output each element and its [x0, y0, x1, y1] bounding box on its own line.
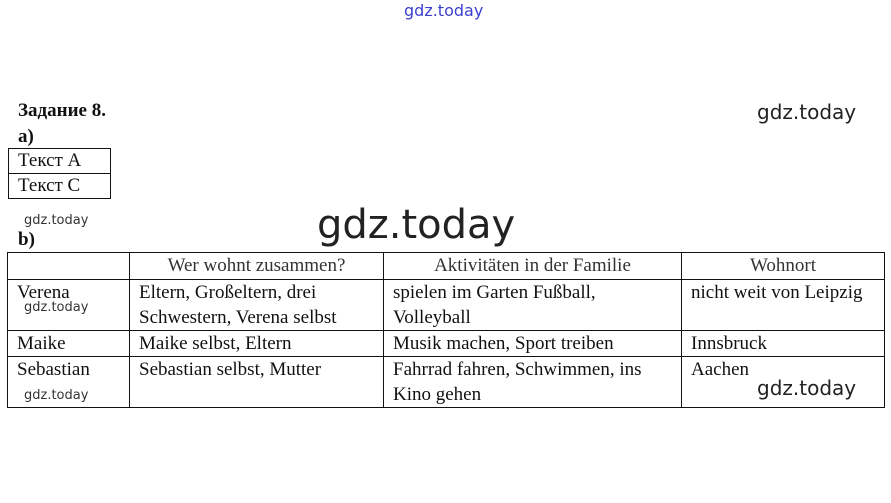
- table-header-row: [8, 253, 885, 280]
- watermark-center: gdz.today: [317, 202, 516, 248]
- table-row: [8, 280, 885, 331]
- part-a-label: a): [18, 126, 34, 147]
- header-name: [8, 253, 130, 280]
- answer-text-c: Текст C: [9, 174, 111, 199]
- cell-place: Innsbruck: [682, 331, 885, 357]
- watermark-right-top: gdz.today: [757, 100, 857, 124]
- answer-row: [9, 149, 111, 174]
- cell-who: Eltern, Großeltern, drei Schwestern, Verena selbst: [130, 280, 384, 331]
- answer-row: [9, 174, 111, 199]
- cell-who: Maike selbst, Eltern: [130, 331, 384, 357]
- cell-place: nicht weit von Leipzig: [682, 280, 885, 331]
- cell-place: Aachen: [682, 357, 885, 408]
- watermark-top: gdz.today: [404, 1, 484, 20]
- cell-name: Verena: [8, 280, 130, 331]
- cell-activities: Fahrrad fahren, Schwimmen, ins Kino gehen: [384, 357, 682, 408]
- cell-name: Maike: [8, 331, 130, 357]
- header-activities: Aktivitäten in der Familie: [384, 253, 682, 280]
- task-title: Задание 8.: [18, 100, 106, 121]
- cell-name: Sebastian: [8, 357, 130, 408]
- watermark-small-3: gdz.today: [24, 388, 89, 403]
- part-b-label: b): [18, 229, 35, 250]
- watermark-small-1: gdz.today: [24, 213, 89, 228]
- table-row: [8, 357, 885, 408]
- cell-who: Sebastian selbst, Mutter: [130, 357, 384, 408]
- answer-text-a: Текст A: [9, 149, 111, 174]
- header-place: Wohnort: [682, 253, 885, 280]
- table-row: [8, 331, 885, 357]
- cell-activities: Musik machen, Sport treiben: [384, 331, 682, 357]
- family-table: [7, 252, 885, 408]
- watermark-small-2: gdz.today: [24, 300, 89, 315]
- watermark-right-bottom: gdz.today: [757, 376, 857, 400]
- answer-texts-box: [8, 148, 111, 199]
- header-who: Wer wohnt zusammen?: [130, 253, 384, 280]
- cell-activities: spielen im Garten Fußball, Volleyball: [384, 280, 682, 331]
